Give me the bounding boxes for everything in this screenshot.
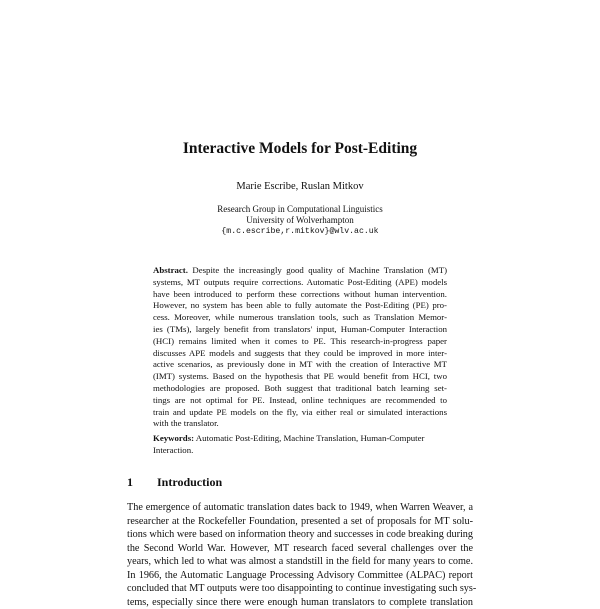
body-line: researcher at the Rockefeller Foundation, presented a set of proposals for MT solu- [127,515,473,529]
author-emails: {m.c.escribe,r.mitkov}@wlv.ac.uk [0,226,600,237]
abstract-line: train and update PE models on the fly, via either real or simulated interactions [153,407,447,419]
abstract-line: However, no system has been able to fully automate the Post-Editing (PE) pro- [153,300,447,312]
abstract-line: active scenarios, as previously done in MT with the creation of Interactive MT [153,359,447,371]
keywords-text: Automatic Post-Editing, Machine Translation, Human-Computer [196,433,425,443]
section-title: Introduction [157,475,222,489]
section-heading [127,475,222,490]
body-line: In 1966, the Automatic Language Processing Advisory Committee (ALPAC) report [127,569,473,583]
abstract-line: methodologies are proposed. Both suggest that traditional batch learning set- [153,383,447,395]
keywords-line [153,433,447,445]
abstract-line: ies (TMs), largely benefit from translators' input, Human-Computer Interaction [153,324,447,336]
body-line: The emergence of automatic translation dates back to 1949, when Warren Weaver, a [127,501,473,515]
keywords [153,433,447,457]
abstract-line: have been introduced to perform these corrections without human intervention. [153,289,447,301]
keywords-line: Interaction. [153,445,447,457]
paper-authors: Marie Escribe, Ruslan Mitkov [0,181,600,192]
body-line: tems, especially since there were enough human translators to complete translation [127,596,473,609]
abstract-line: cess. Moreover, while numerous translation tools, such as Translation Memor- [153,312,447,324]
abstract-line [153,265,447,277]
paper-title: Interactive Models for Post-Editing [0,140,600,158]
abstract [153,265,447,430]
abstract-line: discusses APE models and suggests that they could be improved in more inter- [153,348,447,360]
abstract-line: (IMT) systems. Based on the hypothesis that PE would benefit from HCI, two [153,371,447,383]
abstract-line: tings are not optimal for PE. Instead, online techniques are recommended to [153,395,447,407]
body-line: the Second World War. However, MT research faced several challenges over the [127,542,473,556]
body-line: years, which led to what was almost a standstill in the field for many years to come. [127,555,473,569]
affiliation-group: Research Group in Computational Linguistics [0,204,600,215]
abstract-line: systems, MT outputs require corrections. Automatic Post-Editing (APE) models [153,277,447,289]
keywords-label: Keywords: [153,433,194,443]
abstract-line: (HCI) remains limited when it comes to PE. This research-in-progress paper [153,336,447,348]
body-line: tions which were based on information theory and successes in code breaking during [127,528,473,542]
abstract-line-text: Despite the increasingly good quality of Machine Translation (MT) [192,265,447,275]
body-line: concluded that MT outputs were too disappointing to continue investigating such sys- [127,582,473,596]
abstract-line: with the translator. [153,418,447,430]
section-number: 1 [127,475,157,490]
introduction-body [127,501,473,609]
affiliation-block [0,204,600,237]
affiliation-university: University of Wolverhampton [0,215,600,226]
abstract-label: Abstract. [153,265,188,275]
